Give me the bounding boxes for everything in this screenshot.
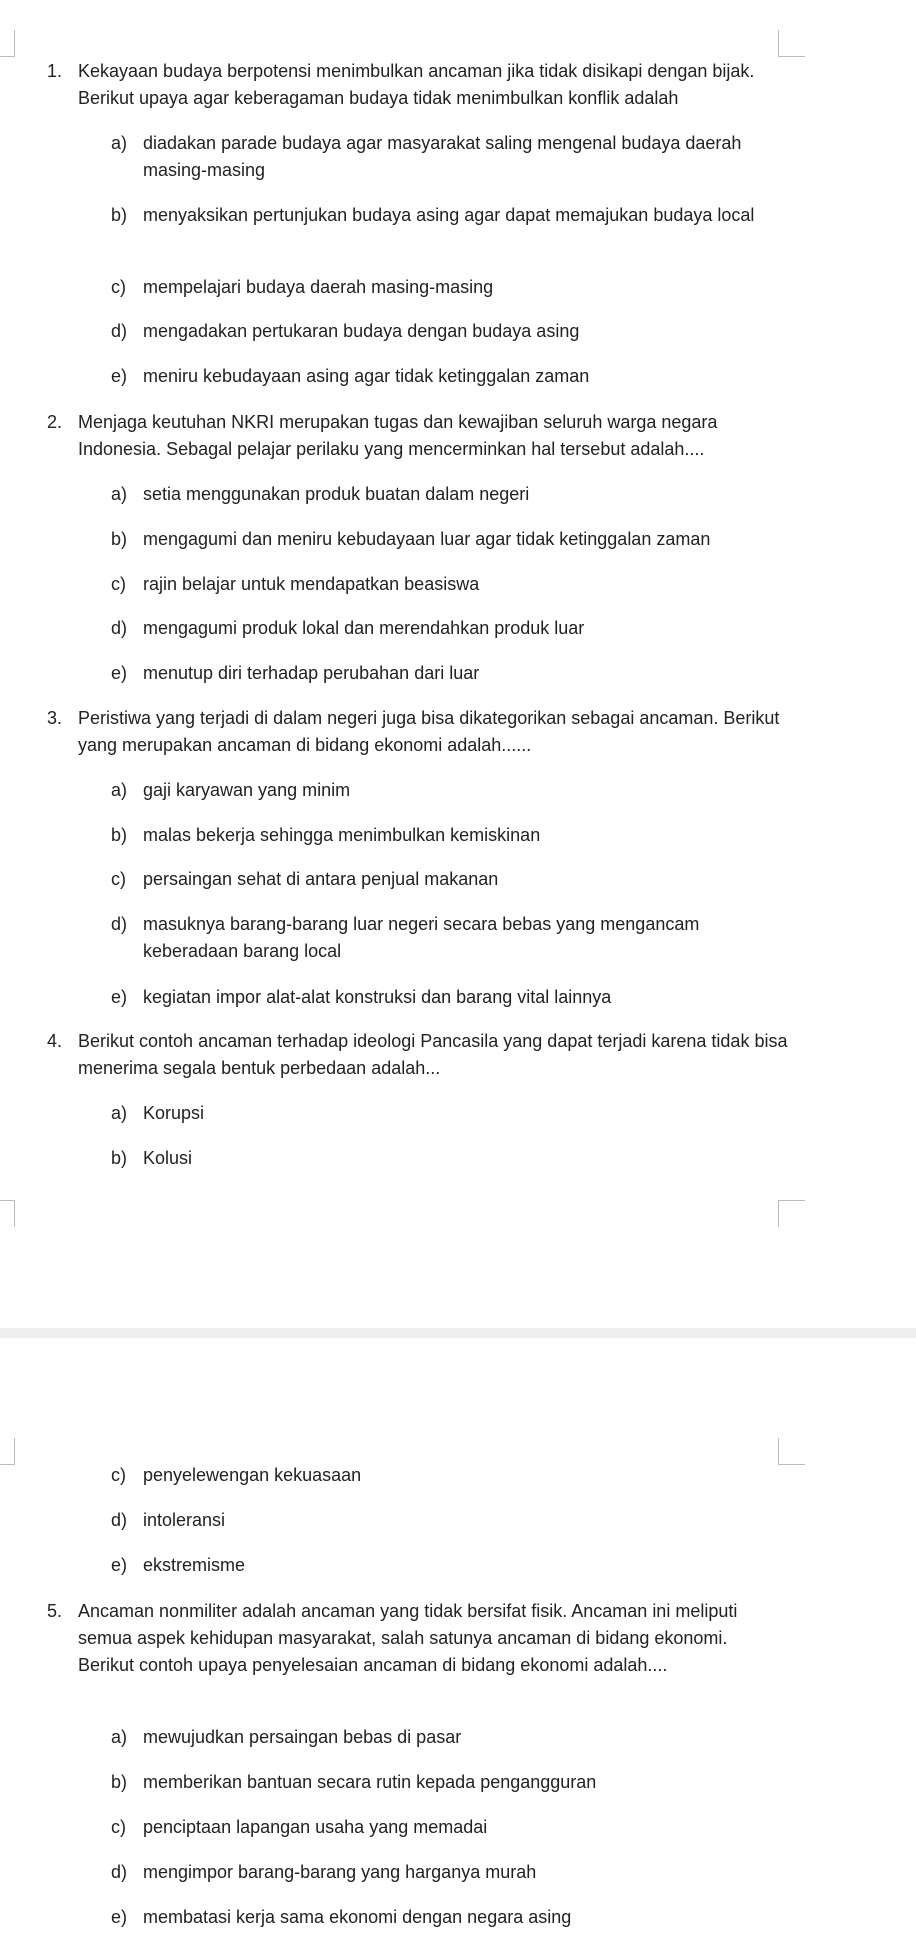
option-text: membatasi kerja sama ekonomi dengan negara asing — [143, 1907, 572, 1927]
question-text: Ancaman nonmiliter adalah ancaman yang tidak bersifat fisik. Ancaman ini meliputi semua aspek kehidupan masyarakat, salah satunya ancaman di bidang ekonomi. Berikut contoh upaya penyelesaian ancaman di bidang ekonomi adalah.... — [78, 1601, 738, 1675]
option-text: rajin belajar untuk mendapatkan beasiswa — [143, 574, 480, 594]
option-text: mengimpor barang-barang yang harganya murah — [143, 1862, 537, 1882]
margin-marker-top-left — [0, 1438, 15, 1465]
margin-marker-top-left — [0, 30, 15, 57]
question-text: Peristiwa yang terjadi di dalam negeri juga bisa dikategorikan sebagai ancaman. Berikut yang merupakan ancaman di bidang ekonomi adalah...... — [78, 708, 780, 755]
option-text: mewujudkan persaingan bebas di pasar — [143, 1727, 462, 1747]
option-text: persaingan sehat di antara penjual makanan — [143, 869, 499, 889]
question-number: 1. — [47, 61, 63, 81]
question-text: Menjaga keutuhan NKRI merupakan tugas dan kewajiban seluruh warga negara Indonesia. Sebagal pelajar perilaku yang mencerminkan hal tersebut adalah.... — [78, 412, 718, 459]
option-text: malas bekerja sehingga menimbulkan kemiskinan — [143, 825, 541, 845]
option-label: b) — [111, 825, 128, 845]
option-label: d) — [111, 1510, 128, 1530]
option-label: c) — [111, 869, 126, 889]
option-label: e) — [111, 366, 128, 386]
option-text: mempelajari budaya daerah masing-masing — [143, 277, 494, 297]
option-label: e) — [111, 1907, 128, 1927]
option-text: mengagumi dan meniru kebudayaan luar agar tidak ketinggalan zaman — [143, 529, 711, 549]
option-label: a) — [111, 484, 128, 504]
option-label: d) — [111, 618, 128, 638]
question-number: 5. — [47, 1601, 63, 1621]
option-label: e) — [111, 987, 128, 1007]
option-text: meniru kebudayaan asing agar tidak ketinggalan zaman — [143, 366, 590, 386]
question-number: 2. — [47, 412, 63, 432]
option-text: Korupsi — [143, 1103, 205, 1123]
option-label: c) — [111, 277, 126, 297]
option-text: penciptaan lapangan usaha yang memadai — [143, 1817, 488, 1837]
option-label: a) — [111, 1103, 128, 1123]
margin-marker-top-right — [778, 30, 805, 57]
option-text: intoleransi — [143, 1510, 226, 1530]
option-label: a) — [111, 780, 128, 800]
option-label: b) — [111, 205, 128, 225]
option-text: gaji karyawan yang minim — [143, 780, 351, 800]
option-text: mengadakan pertukaran budaya dengan budaya asing — [143, 321, 580, 341]
option-text: kegiatan impor alat-alat konstruksi dan barang vital lainnya — [143, 987, 612, 1007]
option-text: mengagumi produk lokal dan merendahkan produk luar — [143, 618, 585, 638]
option-text: ekstremisme — [143, 1555, 246, 1575]
option-text: setia menggunakan produk buatan dalam negeri — [143, 484, 530, 504]
option-text: masuknya barang-barang luar negeri secara bebas yang mengancam keberadaan barang local — [143, 914, 700, 961]
option-label: c) — [111, 1817, 126, 1837]
question-text: Berikut contoh ancaman terhadap ideologi Pancasila yang dapat terjadi karena tidak bisa menerima segala bentuk perbedaan adalah... — [78, 1031, 788, 1078]
margin-marker-top-right — [778, 1438, 805, 1465]
option-text: menutup diri terhadap perubahan dari luar — [143, 663, 480, 683]
option-label: c) — [111, 574, 126, 594]
option-label: d) — [111, 1862, 128, 1882]
question-number: 4. — [47, 1031, 63, 1051]
option-label: b) — [111, 1148, 128, 1168]
option-label: e) — [111, 663, 128, 683]
option-label: b) — [111, 1772, 128, 1792]
margin-marker-bottom-right — [778, 1200, 805, 1227]
page-gap — [0, 1328, 916, 1338]
option-label: b) — [111, 529, 128, 549]
option-label: d) — [111, 914, 128, 934]
option-text: diadakan parade budaya agar masyarakat saling mengenal budaya daerah masing-masing — [143, 133, 742, 180]
option-label: d) — [111, 321, 128, 341]
option-label: a) — [111, 133, 128, 153]
option-text: memberikan bantuan secara rutin kepada pengangguran — [143, 1772, 597, 1792]
question-text: Kekayaan budaya berpotensi menimbulkan ancaman jika tidak disikapi dengan bijak. Berikut upaya agar keberagaman budaya tidak menimbulkan konflik adalah — [78, 61, 755, 108]
option-label: e) — [111, 1555, 128, 1575]
option-text: menyaksikan pertunjukan budaya asing agar dapat memajukan budaya local — [143, 205, 755, 225]
margin-marker-bottom-left — [0, 1200, 15, 1227]
option-text: Kolusi — [143, 1148, 193, 1168]
option-text: penyelewengan kekuasaan — [143, 1465, 362, 1485]
option-label: c) — [111, 1465, 126, 1485]
question-number: 3. — [47, 708, 63, 728]
option-label: a) — [111, 1727, 128, 1747]
